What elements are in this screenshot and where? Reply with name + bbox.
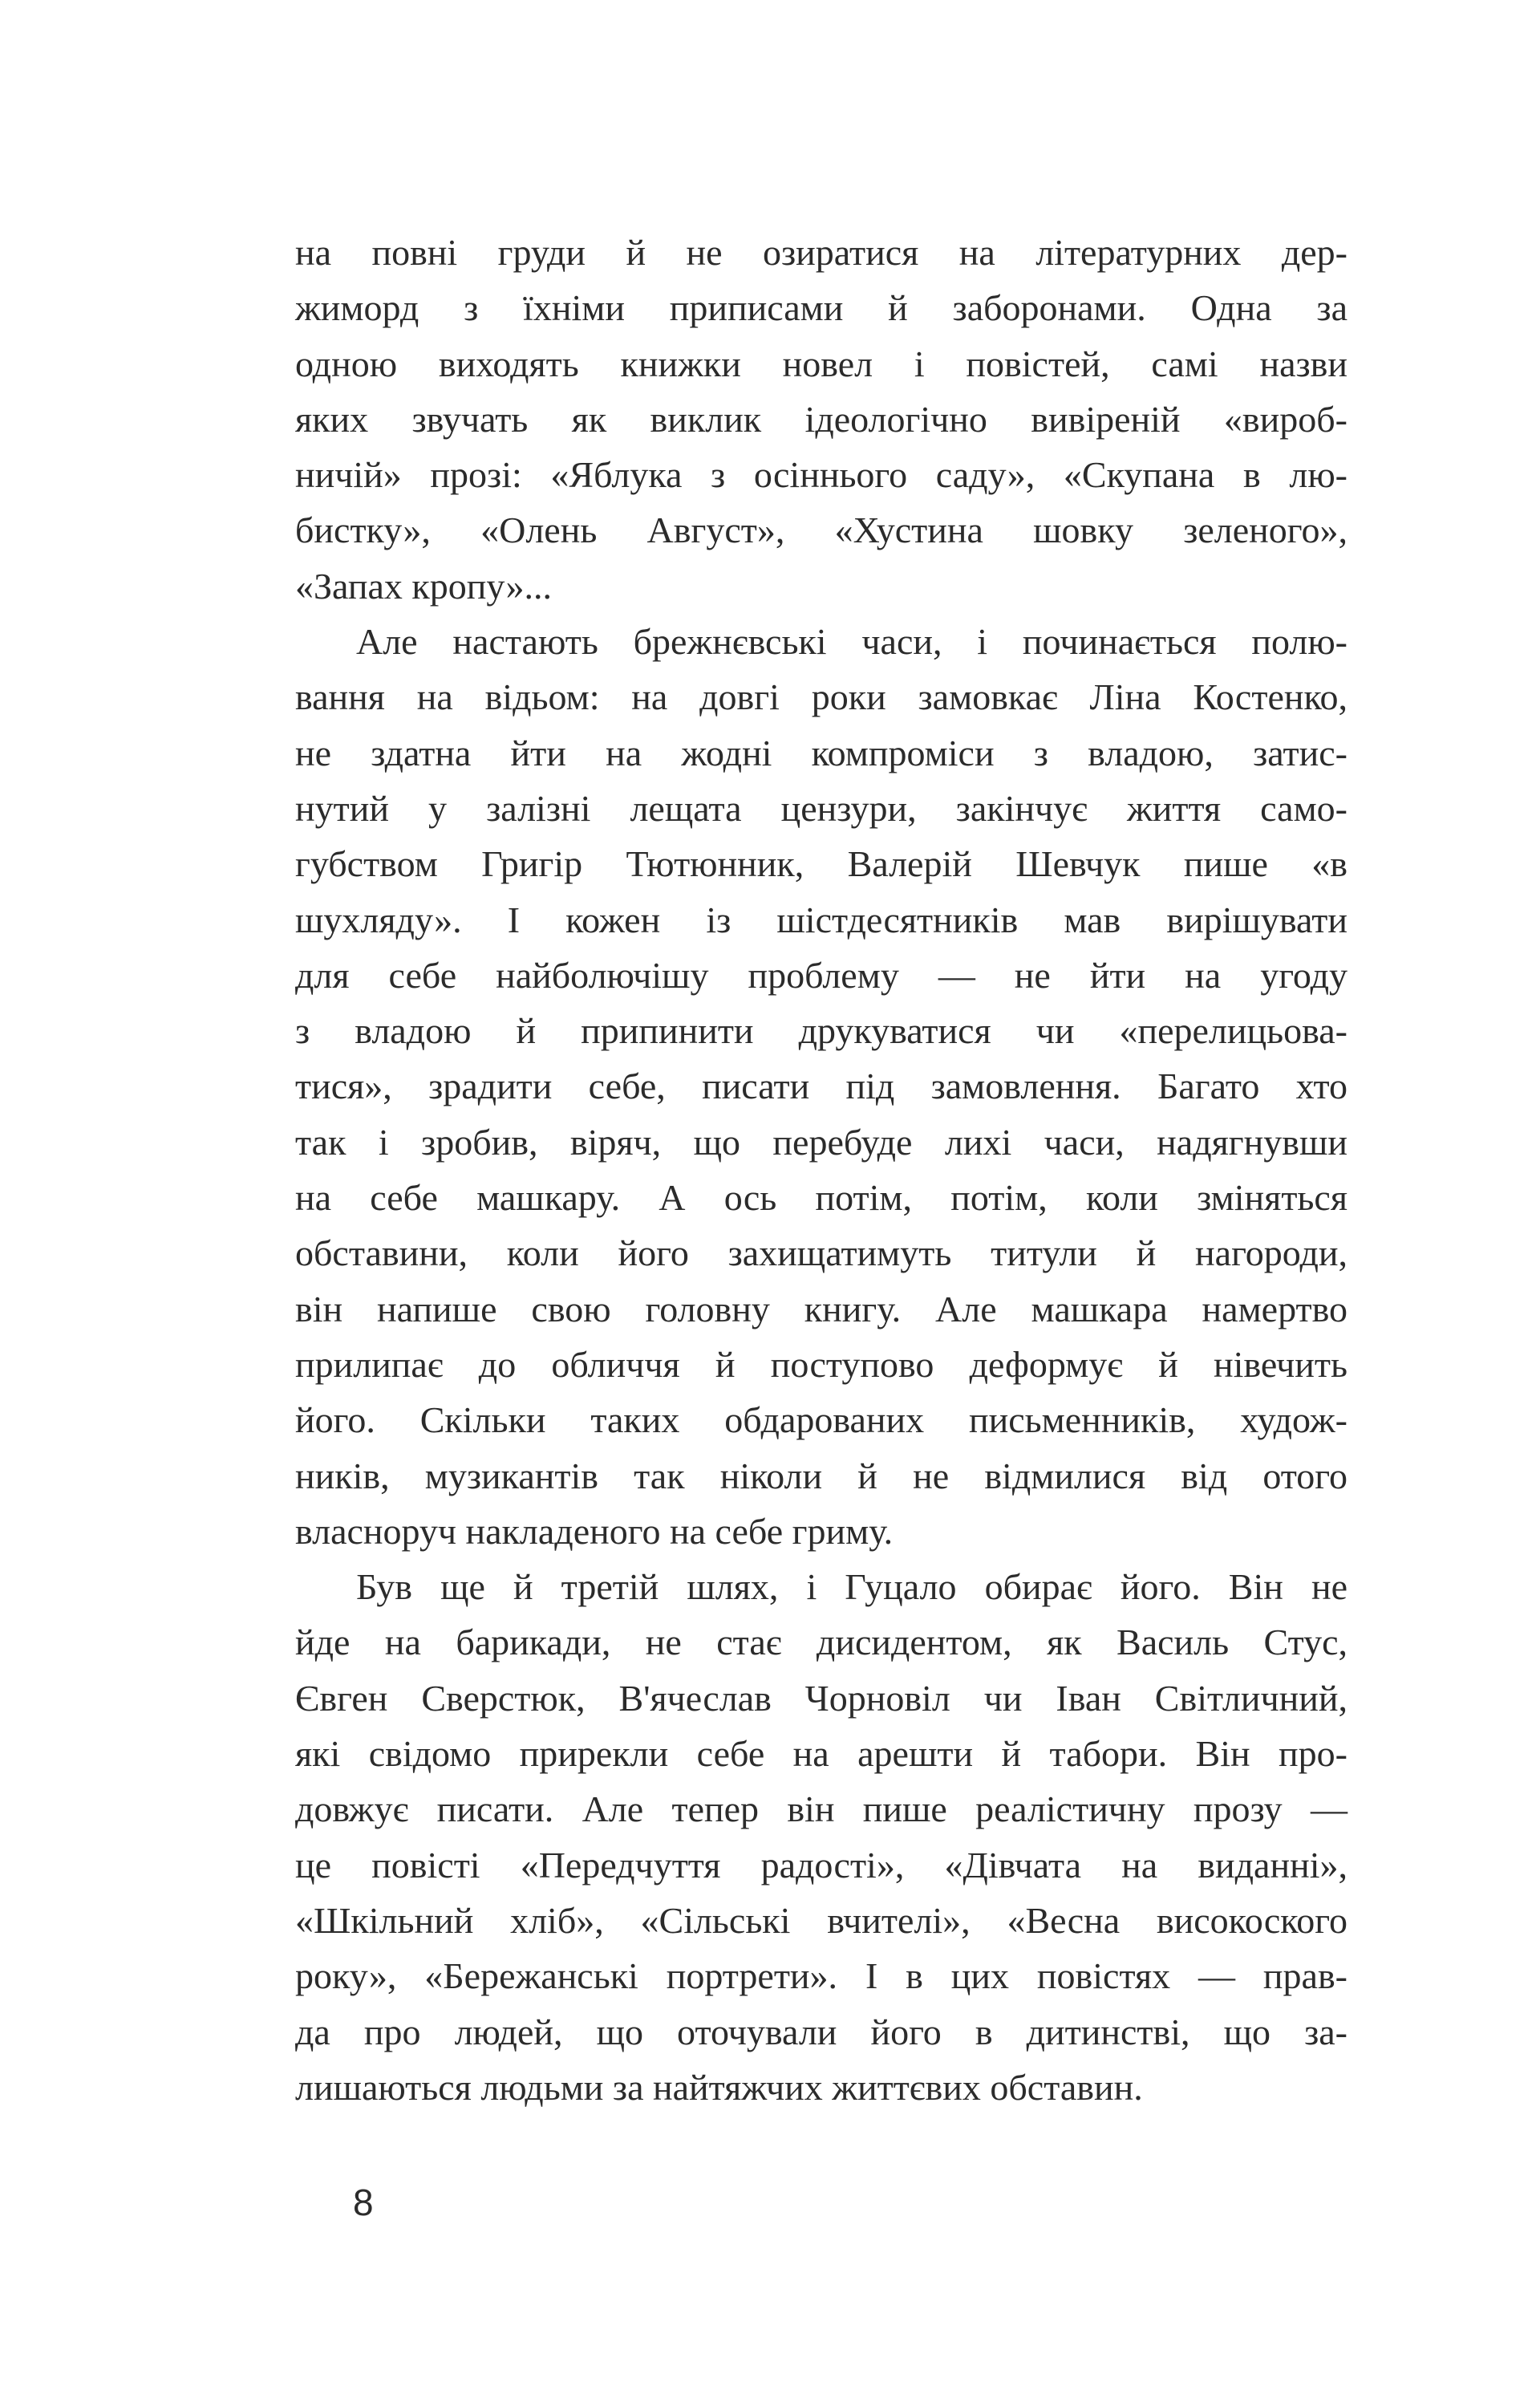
paragraph-end-line: лишаються людьми за найтяжчих життєвих обставин. [295,2066,1143,2108]
text-line: тися», зрадити себе, писати під замовлення. Багато хто [295,1066,1348,1107]
text-line: губством Григір Тютюнник, Валерій Шевчук пише «в [295,843,1348,885]
text-line: довжує писати. Але тепер він пише реалістичну прозу — [295,1788,1348,1830]
text-line: ників, музикантів так ніколи й не відмилися від отого [295,1455,1348,1496]
paragraph-start-line: Але настають брежнєвські часи, і починається полю- [356,621,1348,663]
text-line: він напише свою головну книгу. Але машкара намертво [295,1288,1348,1329]
text-line: жиморд з їхніми приписами й заборонами. Одна за [295,287,1348,329]
text-line: одною виходять книжки новел і повістей, самі назви [295,343,1348,384]
paragraph-start-line: Був ще й третій шлях, і Гуцало обирає його. Він не [356,1566,1348,1608]
text-line: йде на барикади, не стає дисидентом, як Василь Стус, [295,1622,1348,1663]
text-line: прилипає до обличчя й поступово деформує й нівечить [295,1343,1348,1385]
text-line: «Шкільний хліб», «Сільські вчителі», «Весна високоского [295,1899,1348,1941]
body-text [295,225,1348,2115]
text-line: для себе найболючішу проблему — не йти на угоду [295,954,1348,996]
text-line: вання на відьом: на довгі роки замовкає Ліна Костенко, [295,676,1348,718]
text-line: нутий у залізні лещата цензури, закінчує життя само- [295,787,1348,829]
paragraph-end-line: «Запах кропу»... [295,565,553,607]
text-line: шухляду». І кожен із шістдесятників мав вирішувати [295,899,1348,940]
text-line: яких звучать як виклик ідеологічно вивіреній «вироб- [295,398,1348,440]
text-line: це повісті «Передчуття радості», «Дівчата на виданні», [295,1844,1348,1886]
text-line: Євген Сверстюк, В'ячеслав Чорновіл чи Іван Світличний, [295,1677,1348,1719]
text-line: бистку», «Олень Август», «Хустина шовку зеленого», [295,509,1348,551]
page-number: 8 [353,2182,374,2223]
text-line: не здатна йти на жодні компроміси з владою, затис- [295,732,1348,773]
text-line: з владою й припинити друкуватися чи «перелицьова- [295,1010,1348,1052]
text-line: його. Скільки таких обдарованих письменників, худож- [295,1399,1348,1441]
text-line: року», «Бережанські портрети». І в цих повістях — прав- [295,1955,1348,1997]
text-line: обставини, коли його захищатимуть титули й нагороди, [295,1232,1348,1274]
text-line: на повні груди й не озиратися на літературних дер- [295,232,1348,273]
text-line: на себе машкару. А ось потім, потім, коли зміняться [295,1177,1348,1219]
text-line: які свідомо прирекли себе на арешти й табори. Він про- [295,1733,1348,1775]
text-line: так і зробив, віряч, що перебуде лихі часи, надягнувши [295,1121,1348,1163]
paragraph-end-line: власноруч накладеного на себе гриму. [295,1510,894,1552]
text-line: ничій» прозі: «Яблука з осіннього саду», «Скупана в лю- [295,454,1348,496]
text-line: да про людей, що оточували його в дитинстві, що за- [295,2011,1348,2052]
